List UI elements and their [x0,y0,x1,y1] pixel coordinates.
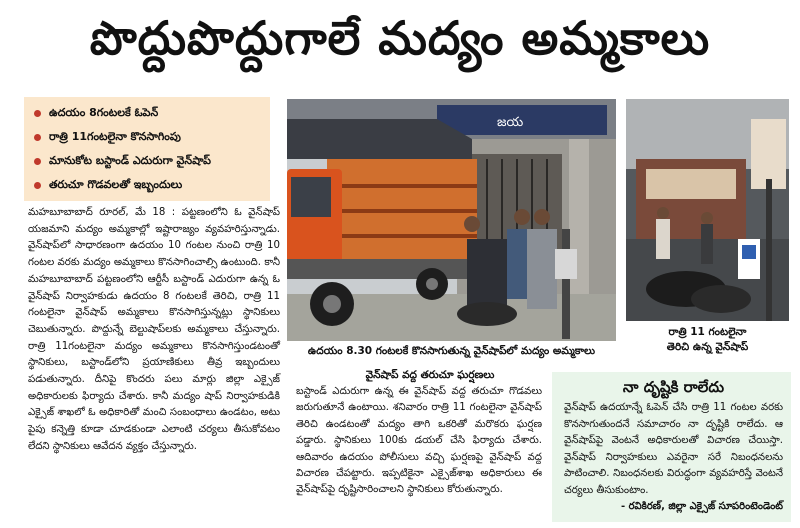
photo1-caption: ఉదయం 8.30 గంటలకే కొనసాగుతున్న వైన్‌షాప్‌లో మద్యం అమ్మకాలు [307,345,596,357]
article-body-2: బస్టాండ్ ఎదురుగా ఉన్న ఈ వైన్‌షాప్ వద్ద తరుచూ గొడవలు జరుగుతూనే ఉంటాయి. శనివారం రాత్రి 11 గంటలైనా వైన్‌షాప్ తెరిచి ఉండటంతో మద్యం తాగి ఒకరితో మరొకరు ఘర్షణ పడ్డారు. స్థానికులు 100కు డయల్ చేసి ఫిర్యాదు చేశారు. ఆదివారం ఉదయం పోలీసులు వచ్చి ఘర్షణపై వైన్‌షాప్ వద్ద విచారణ చేపట్టారు. ఇప్పటికైనా ఎక్సైజ్‌శాఖ అధికారులు ఈ వైన్‌షాప్‌పై దృష్టిసారించాలని స్థానికులు కోరుతున్నారు. [296,386,542,496]
headline: పొద్దుపొద్దుగాలే మద్యం అమ్మకాలు [89,11,711,65]
highlight-item [34,125,264,149]
highlight-item [34,101,264,125]
quote-signature: - రవికిరణ్, జిల్లా ఎక్సైజ్ సూపరింటెండెంట్ [620,501,783,512]
quote-text: వైన్‌షాప్ ఉదయాన్నే ఓపెన్ చేసి రాత్రి 11 గంటల వరకు కొనసాగుతుందనే సమాచారం నా దృష్టికి రాలేదు. ఆ వైన్‌షాప్‌పై వెంటనే అధికారులతో విచారణ చేయిస్తా. వైన్‌షాప్ నిర్వాహకులు ఎవరైనా సరే నిబంధనలను పాటించాలి. నిబంధనలకు విరుద్ధంగా వ్యవహరిస్తే వెంటనే చర్యలు తీసుకుంటాం. [564,402,783,496]
highlights-box [24,97,270,201]
bullet-dot-icon [34,182,41,189]
bullet-dot-icon [34,158,41,165]
shop-board-text: జయ [497,115,524,130]
highlight-item [34,173,264,197]
article-body-1: మహబూబాబాద్ రూరల్, మే 18 : పట్టణంలోని ఓ వైన్‌షాప్ యజమాని మద్యం అమ్మకాల్లో ఇష్టారాజ్యం వ్యవహరిస్తున్నాడు. వైన్‌షాప్‌లో సాధారణంగా ఉదయం 10 గంటల నుంచి రాత్రి 10 గంటల వరకు మద్యం అమ్మకాలు కొనసాగించాల్సి ఉంటుంది. కానీ మహబూబాబాద్ పట్టణంలోని ఆర్టీసీ బస్టాండ్ ఎదురుగా ఉన్న ఓ వైన్‌షాప్ నిర్వాహకుడు ఉదయం 8 గంటలకే తెరిచి, రాత్రి 11 గంటలైనా వైన్‌షాప్ అమ్మకాలు కొనసాగిస్తున్నట్లు స్థానికులు చెబుతున్నారు. పొద్దున్నే బెల్టుషాప్‌లకు అమ్మకాలు చేస్తున్నారు. రాత్రి 11గంటలైనా మద్యం అమ్మకాలు కొనసాగిస్తుండటంతో స్థానికులు, బస్టాండ్‌లోని ప్రయాణికులు తీవ్ర ఇబ్బందులు పడుతున్నారు. దీనిపై కొందరు పలు మార్లు జిల్లా ఎక్సైజ్ అధికారులకు ఫిర్యాదు చేశారు. కానీ మద్యం షాప్ నిర్వాహకుడికి ఎక్సైజ్ శాఖలో ఓ అధికారితో మంచి సంబంధాలు ఉండటం, అటు పైపు కన్నెత్తి కూడా చూడకుండా ఎలాంటి చర్యలు తీసుకోవటం లేదని స్థానికులు ఆవేదన వ్యక్తం చేస్తున్నారు. [28,207,280,452]
subheading-clashes: వైన్‌షాప్ వద్ద తరుచూ ఘర్షణలు [365,369,495,381]
photo-wine-shop-morning [287,99,616,341]
quote-title: నా దృష్టికి రాలేదు [622,378,725,396]
photo2-caption [626,325,789,355]
bullet-dot-icon [34,134,41,141]
article-column-2 [296,384,542,499]
photo-wine-shop-night [626,99,789,321]
official-quote-box [552,372,791,522]
photo2-caption-line1: రాత్రి 11 గంటలైనా [668,326,747,338]
article-column-1 [28,205,280,456]
highlight-text: మానుకోట బస్టాండ్ ఎదురుగా వైన్‌షాప్ [49,154,211,167]
highlight-text: ఉదయం 8గంటలకే ఓపెన్ [49,106,159,119]
photo2-caption-line2: తెరిచి ఉన్న వైన్‌షాప్ [666,341,749,353]
highlight-text: రాత్రి 11గంటలైనా కొనసాగింపు [49,130,181,143]
highlight-item [34,149,264,173]
bullet-dot-icon [34,110,41,117]
highlight-text: తరుచూ గొడవలతో ఇబ్బందులు [49,178,183,191]
